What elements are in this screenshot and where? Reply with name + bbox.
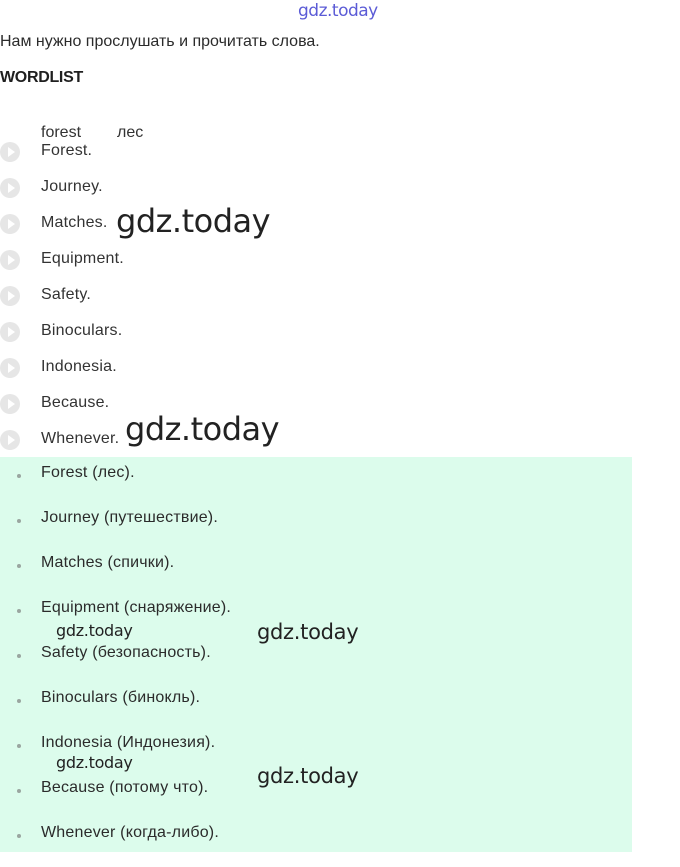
watermark-4: gdz.today	[257, 620, 359, 644]
translation-text: Whenever (когда-либо).	[41, 824, 219, 841]
play-icon[interactable]	[0, 142, 20, 162]
bullet-icon	[17, 609, 21, 613]
translation-text: Equipment (снаряжение).	[41, 599, 232, 616]
play-icon[interactable]	[0, 250, 20, 270]
play-icon[interactable]	[0, 178, 20, 198]
bullet-icon	[17, 474, 21, 478]
watermark-2: gdz.today	[125, 410, 280, 448]
audio-word: Because.	[41, 394, 110, 411]
translation-text: Journey (путешествие).	[41, 509, 218, 526]
watermark-6: gdz.today	[257, 764, 359, 788]
audio-word: Equipment.	[41, 250, 124, 267]
play-icon[interactable]	[0, 394, 20, 414]
play-icon[interactable]	[0, 430, 20, 450]
audio-word: Indonesia.	[41, 358, 117, 375]
bullet-icon	[17, 699, 21, 703]
audio-word: Binoculars.	[41, 322, 123, 339]
translation-text: Binoculars (бинокль).	[41, 689, 201, 706]
audio-word: Safety.	[41, 286, 92, 303]
clipped-word-header	[0, 118, 300, 141]
play-icon[interactable]	[0, 358, 20, 378]
bullet-icon	[17, 744, 21, 748]
audio-word: Forest.	[41, 142, 93, 159]
translation-text: Safety (безопасность).	[41, 644, 211, 661]
play-icon[interactable]	[0, 286, 20, 306]
audio-word: Matches.	[41, 214, 108, 231]
clipped-word: forest	[41, 124, 82, 141]
translation-text: Because (потому что).	[41, 779, 209, 796]
audio-word: Whenever.	[41, 430, 120, 447]
audio-word: Journey.	[41, 178, 103, 195]
bullet-icon	[17, 654, 21, 658]
translation-text: Matches (спички).	[41, 554, 175, 571]
clipped-translation: лес	[117, 124, 144, 141]
intro-text: Нам нужно прослушать и прочитать слова.	[0, 33, 320, 50]
watermark-3: gdz.today	[56, 621, 133, 640]
watermark-1: gdz.today	[116, 202, 271, 240]
bullet-icon	[17, 834, 21, 838]
play-icon[interactable]	[0, 322, 20, 342]
translation-text: Indonesia (Индонезия).	[41, 734, 216, 751]
bullet-icon	[17, 789, 21, 793]
play-icon[interactable]	[0, 214, 20, 234]
bullet-icon	[17, 564, 21, 568]
top-watermark: gdz.today	[298, 1, 378, 21]
watermark-5: gdz.today	[56, 753, 133, 772]
translation-text: Forest (лес).	[41, 464, 135, 481]
bullet-icon	[17, 519, 21, 523]
wordlist-heading: WORDLIST	[0, 69, 83, 86]
